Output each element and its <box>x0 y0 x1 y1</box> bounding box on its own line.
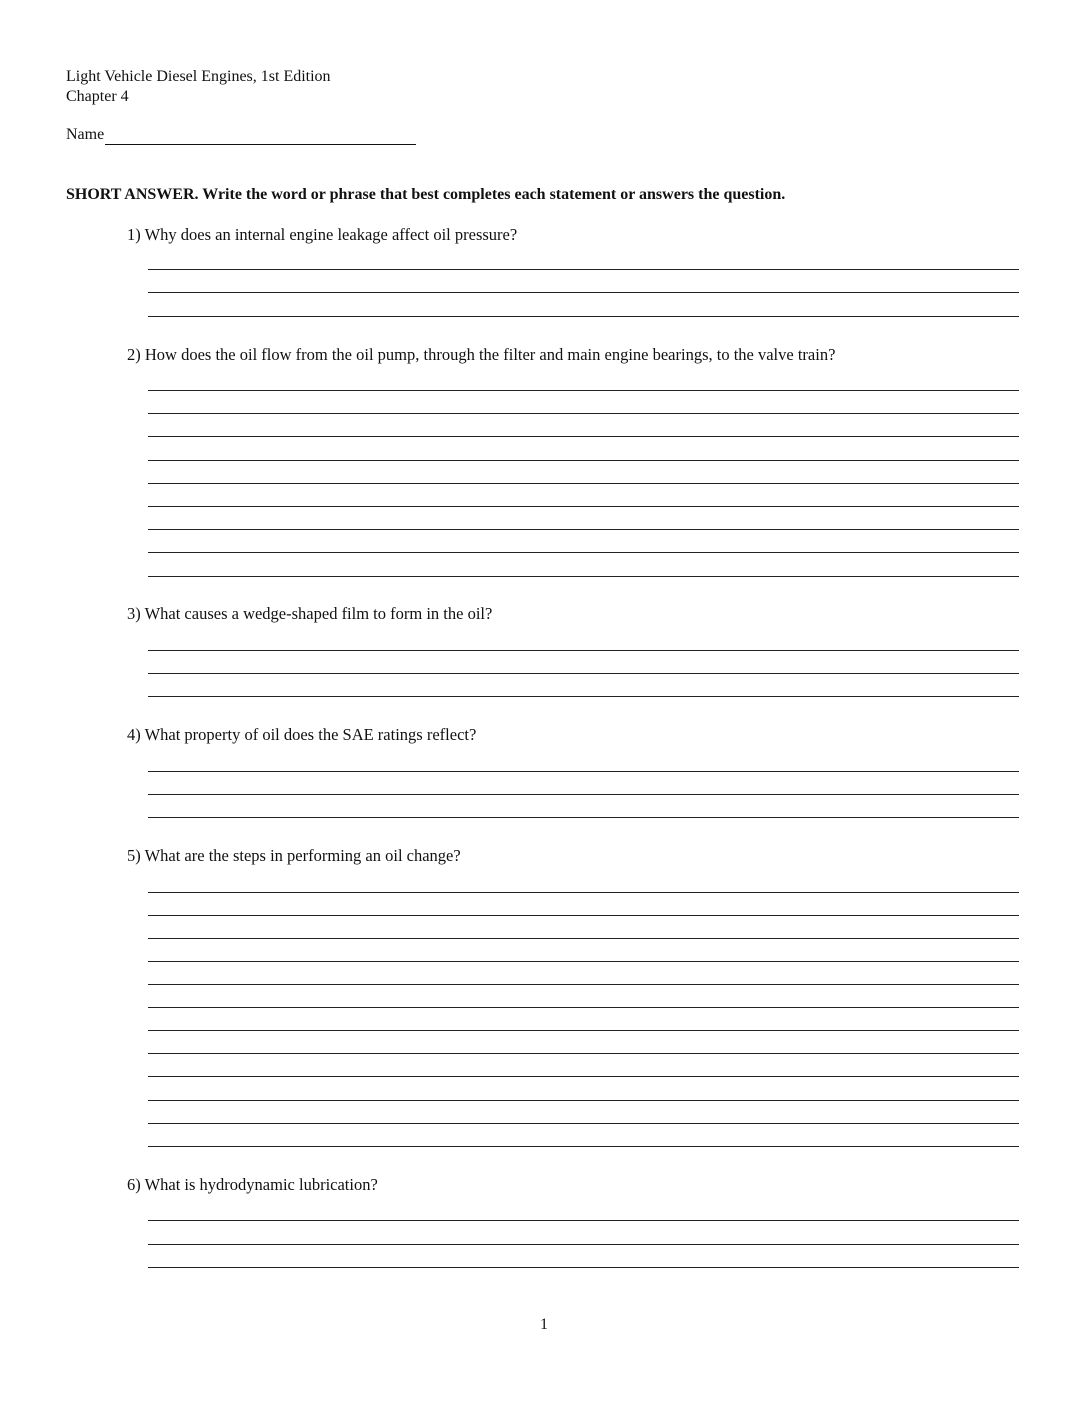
answer-line[interactable] <box>148 1146 1019 1147</box>
answer-line[interactable] <box>148 915 1019 916</box>
answer-line[interactable] <box>148 413 1019 414</box>
answer-line[interactable] <box>148 938 1019 939</box>
answer-line[interactable] <box>148 576 1019 577</box>
answer-line[interactable] <box>148 390 1019 391</box>
chapter-label: Chapter 4 <box>66 88 129 105</box>
answer-line[interactable] <box>148 673 1019 674</box>
answer-line[interactable] <box>148 1100 1019 1101</box>
name-blank-line[interactable] <box>105 127 416 145</box>
answer-line[interactable] <box>148 529 1019 530</box>
page-number: 1 <box>540 1316 548 1333</box>
answer-line[interactable] <box>148 892 1019 893</box>
answer-line[interactable] <box>148 460 1019 461</box>
answer-line[interactable] <box>148 436 1019 437</box>
answer-line[interactable] <box>148 696 1019 697</box>
answer-line[interactable] <box>148 961 1019 962</box>
answer-line[interactable] <box>148 1244 1019 1245</box>
answer-line[interactable] <box>148 292 1019 293</box>
question-2: 2) How does the oil flow from the oil pump, through the filter and main engine bearings, to the valve train? <box>127 345 836 364</box>
answer-line[interactable] <box>148 506 1019 507</box>
name-field-row <box>66 125 416 145</box>
question-3: 3) What causes a wedge-shaped film to form in the oil? <box>127 604 493 623</box>
answer-line[interactable] <box>148 1030 1019 1031</box>
question-1: 1) Why does an internal engine leakage affect oil pressure? <box>127 225 518 244</box>
section-instructions: SHORT ANSWER. Write the word or phrase that best completes each statement or answers the question. <box>66 186 786 203</box>
answer-line[interactable] <box>148 817 1019 818</box>
answer-line[interactable] <box>148 552 1019 553</box>
answer-line[interactable] <box>148 771 1019 772</box>
question-4: 4) What property of oil does the SAE ratings reflect? <box>127 725 477 744</box>
answer-line[interactable] <box>148 1267 1019 1268</box>
answer-line[interactable] <box>148 483 1019 484</box>
answer-line[interactable] <box>148 1007 1019 1008</box>
answer-line[interactable] <box>148 1053 1019 1054</box>
answer-line[interactable] <box>148 1076 1019 1077</box>
name-label: Name <box>66 126 105 143</box>
answer-line[interactable] <box>148 650 1019 651</box>
answer-line[interactable] <box>148 1123 1019 1124</box>
question-5: 5) What are the steps in performing an oil change? <box>127 846 461 865</box>
answer-line[interactable] <box>148 316 1019 317</box>
question-6: 6) What is hydrodynamic lubrication? <box>127 1175 378 1194</box>
answer-line[interactable] <box>148 984 1019 985</box>
answer-line[interactable] <box>148 1220 1019 1221</box>
answer-line[interactable] <box>148 269 1019 270</box>
book-title: Light Vehicle Diesel Engines, 1st Edition <box>66 68 331 85</box>
answer-line[interactable] <box>148 794 1019 795</box>
